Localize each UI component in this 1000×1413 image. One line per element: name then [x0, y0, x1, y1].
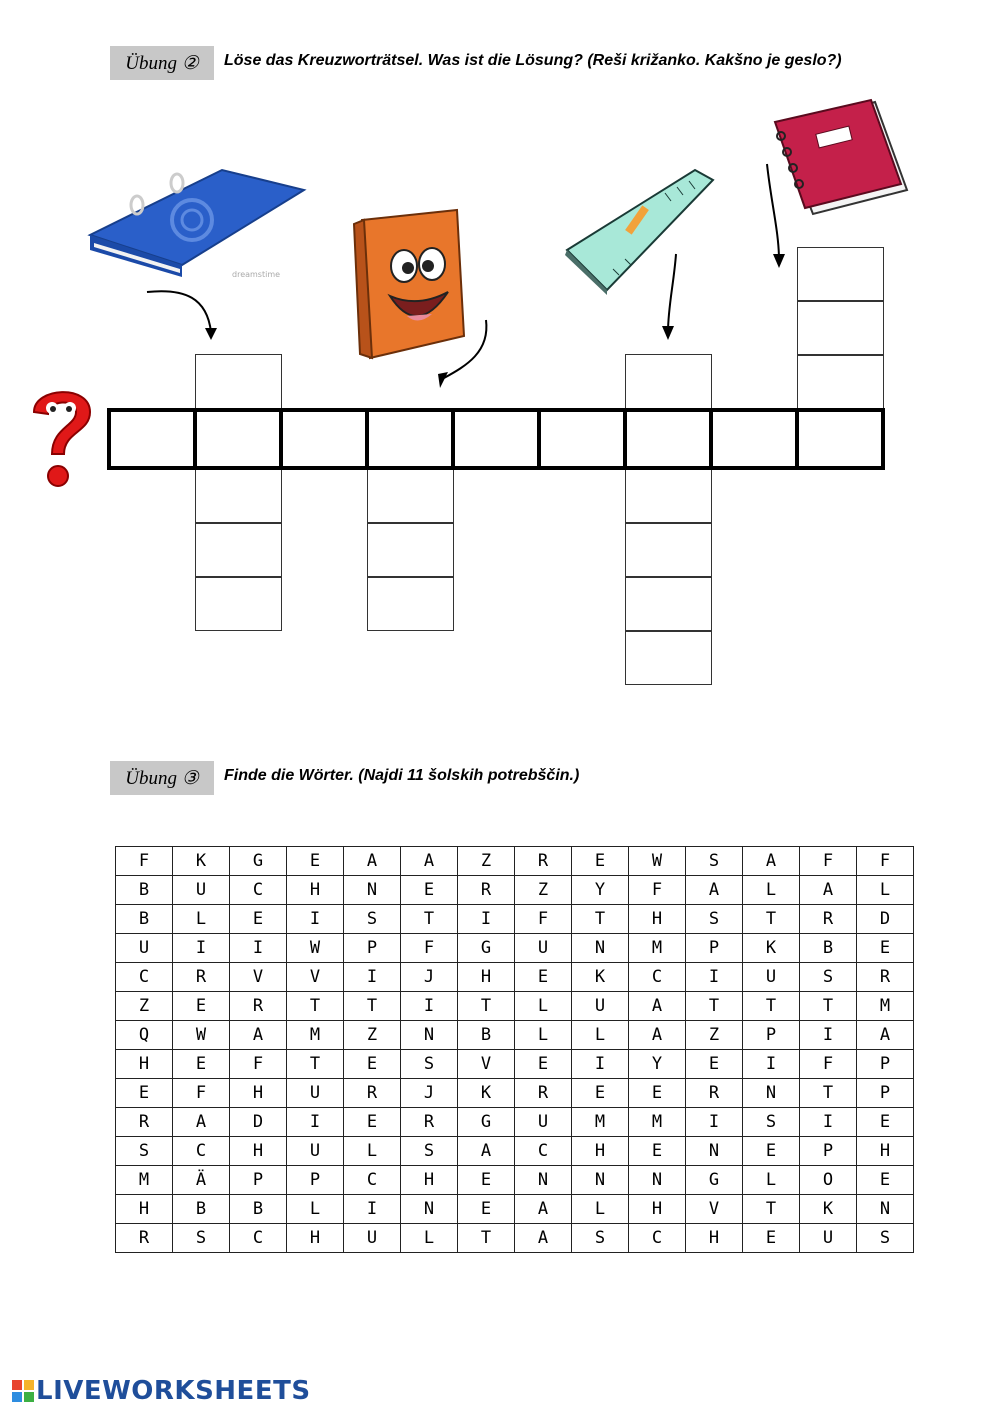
- word-search-cell[interactable]: R: [515, 847, 572, 876]
- liveworksheets-logo: [12, 1376, 311, 1406]
- word-search-cell[interactable]: I: [344, 963, 401, 992]
- word-search-cell[interactable]: E: [629, 1079, 686, 1108]
- word-search-cell[interactable]: T: [743, 1195, 800, 1224]
- word-search-cell[interactable]: H: [686, 1224, 743, 1253]
- word-search-cell[interactable]: B: [116, 876, 173, 905]
- word-search-cell[interactable]: E: [230, 905, 287, 934]
- word-search-cell[interactable]: B: [173, 1195, 230, 1224]
- word-search-cell[interactable]: W: [287, 934, 344, 963]
- word-search-cell[interactable]: S: [572, 1224, 629, 1253]
- word-search-cell[interactable]: B: [116, 905, 173, 934]
- word-search-cell[interactable]: E: [629, 1137, 686, 1166]
- notebook-arrow: [763, 162, 793, 272]
- word-search-cell[interactable]: E: [458, 1195, 515, 1224]
- word-search-cell[interactable]: R: [230, 992, 287, 1021]
- word-search-cell[interactable]: D: [230, 1108, 287, 1137]
- word-search-cell[interactable]: L: [287, 1195, 344, 1224]
- word-search-cell[interactable]: N: [629, 1166, 686, 1195]
- word-search-cell[interactable]: L: [743, 1166, 800, 1195]
- word-search-cell[interactable]: I: [800, 1021, 857, 1050]
- word-search-cell[interactable]: Y: [629, 1050, 686, 1079]
- solution-cell[interactable]: [197, 412, 283, 466]
- word-search-cell[interactable]: Z: [344, 1021, 401, 1050]
- word-search-cell[interactable]: K: [173, 847, 230, 876]
- word-search-cell[interactable]: J: [401, 1079, 458, 1108]
- word-search-cell[interactable]: U: [743, 963, 800, 992]
- word-search-cell[interactable]: C: [629, 963, 686, 992]
- word-search-cell[interactable]: C: [629, 1224, 686, 1253]
- word-search-cell[interactable]: S: [800, 963, 857, 992]
- word-search-row: [116, 1021, 914, 1050]
- word-search-cell[interactable]: L: [572, 1021, 629, 1050]
- word-search-cell[interactable]: L: [743, 876, 800, 905]
- word-search-cell[interactable]: Ä: [173, 1166, 230, 1195]
- word-search-cell[interactable]: B: [800, 934, 857, 963]
- word-search-cell[interactable]: T: [458, 1224, 515, 1253]
- word-search-cell[interactable]: A: [344, 847, 401, 876]
- word-search-cell[interactable]: J: [401, 963, 458, 992]
- word-search-row: [116, 1166, 914, 1195]
- word-search-cell[interactable]: U: [116, 934, 173, 963]
- word-search-cell[interactable]: R: [800, 905, 857, 934]
- word-search-grid: [115, 846, 914, 1253]
- crossword-cell[interactable]: [625, 469, 712, 523]
- word-search-cell[interactable]: F: [401, 934, 458, 963]
- word-search-cell[interactable]: F: [800, 1050, 857, 1079]
- word-search-cell[interactable]: I: [230, 934, 287, 963]
- word-search-cell[interactable]: C: [116, 963, 173, 992]
- word-search-cell[interactable]: K: [743, 934, 800, 963]
- word-search-cell[interactable]: F: [515, 905, 572, 934]
- crossword-cell[interactable]: [797, 301, 884, 355]
- word-search-cell[interactable]: H: [116, 1195, 173, 1224]
- word-search-cell[interactable]: F: [857, 847, 914, 876]
- word-search-cell[interactable]: B: [458, 1021, 515, 1050]
- word-search-cell[interactable]: A: [800, 876, 857, 905]
- word-search-cell[interactable]: S: [173, 1224, 230, 1253]
- word-search-cell[interactable]: E: [401, 876, 458, 905]
- solution-cell[interactable]: [369, 412, 455, 466]
- word-search-cell[interactable]: S: [686, 905, 743, 934]
- word-search-cell[interactable]: T: [800, 1079, 857, 1108]
- crossword-cell[interactable]: [797, 355, 884, 409]
- word-search-cell[interactable]: H: [230, 1137, 287, 1166]
- binder-arrow: [145, 288, 225, 343]
- solution-cell[interactable]: [799, 412, 881, 466]
- word-search-cell[interactable]: R: [401, 1108, 458, 1137]
- solution-cell[interactable]: [455, 412, 541, 466]
- word-search-cell[interactable]: A: [743, 847, 800, 876]
- crossword-cell[interactable]: [625, 577, 712, 631]
- word-search-cell[interactable]: E: [572, 847, 629, 876]
- word-search-cell[interactable]: V: [686, 1195, 743, 1224]
- word-search-cell[interactable]: V: [230, 963, 287, 992]
- word-search-cell[interactable]: S: [344, 905, 401, 934]
- word-search-cell[interactable]: I: [401, 992, 458, 1021]
- word-search-cell[interactable]: B: [230, 1195, 287, 1224]
- word-search-cell[interactable]: R: [458, 876, 515, 905]
- word-search-cell[interactable]: T: [743, 992, 800, 1021]
- word-search-cell[interactable]: A: [458, 1137, 515, 1166]
- word-search-row: [116, 963, 914, 992]
- word-search-row: [116, 992, 914, 1021]
- word-search-cell[interactable]: E: [515, 1050, 572, 1079]
- word-search-cell[interactable]: L: [572, 1195, 629, 1224]
- word-search-cell[interactable]: M: [287, 1021, 344, 1050]
- word-search-cell[interactable]: L: [857, 876, 914, 905]
- word-search-cell[interactable]: G: [230, 847, 287, 876]
- word-search-cell[interactable]: F: [230, 1050, 287, 1079]
- word-search-cell[interactable]: A: [629, 1021, 686, 1050]
- word-search-cell[interactable]: H: [629, 1195, 686, 1224]
- word-search-cell[interactable]: F: [629, 876, 686, 905]
- word-search-cell[interactable]: A: [629, 992, 686, 1021]
- solution-cell[interactable]: [283, 412, 369, 466]
- word-search-cell[interactable]: A: [401, 847, 458, 876]
- word-search-cell[interactable]: K: [800, 1195, 857, 1224]
- crossword-cell[interactable]: [797, 247, 884, 301]
- word-search-cell[interactable]: M: [629, 1108, 686, 1137]
- exercise-2-label: Übung ②: [110, 46, 214, 80]
- word-search-cell[interactable]: H: [629, 905, 686, 934]
- word-search-cell[interactable]: A: [230, 1021, 287, 1050]
- word-search-cell[interactable]: O: [800, 1166, 857, 1195]
- word-search-cell[interactable]: S: [401, 1050, 458, 1079]
- word-search-cell[interactable]: C: [230, 876, 287, 905]
- word-search-cell[interactable]: U: [344, 1224, 401, 1253]
- word-search-cell[interactable]: H: [857, 1137, 914, 1166]
- word-search-row: [116, 847, 914, 876]
- word-search-cell[interactable]: N: [515, 1166, 572, 1195]
- word-search-cell[interactable]: S: [743, 1108, 800, 1137]
- exercise-2-instruction: Löse das Kreuzworträtsel. Was ist die Lösung? (Reši križanko. Kakšno je geslo?): [224, 52, 842, 69]
- word-search-row: [116, 934, 914, 963]
- word-search-cell[interactable]: T: [401, 905, 458, 934]
- word-search-cell[interactable]: E: [743, 1137, 800, 1166]
- word-search-cell[interactable]: Z: [116, 992, 173, 1021]
- word-search-cell[interactable]: R: [173, 963, 230, 992]
- word-search-cell[interactable]: A: [857, 1021, 914, 1050]
- word-search-cell[interactable]: L: [401, 1224, 458, 1253]
- word-search-cell[interactable]: G: [458, 1108, 515, 1137]
- word-search-cell[interactable]: P: [230, 1166, 287, 1195]
- word-search-cell[interactable]: E: [857, 1166, 914, 1195]
- word-search-cell[interactable]: C: [230, 1224, 287, 1253]
- word-search-cell[interactable]: I: [173, 934, 230, 963]
- word-search-cell[interactable]: K: [458, 1079, 515, 1108]
- word-search-cell[interactable]: S: [857, 1224, 914, 1253]
- crossword-cell[interactable]: [195, 469, 282, 523]
- word-search-cell[interactable]: I: [686, 1108, 743, 1137]
- word-search-cell[interactable]: I: [800, 1108, 857, 1137]
- word-search-cell[interactable]: E: [857, 934, 914, 963]
- crossword-cell[interactable]: [367, 577, 454, 631]
- word-search-cell[interactable]: T: [287, 1050, 344, 1079]
- word-search-cell[interactable]: M: [857, 992, 914, 1021]
- crossword-cell[interactable]: [625, 631, 712, 685]
- word-search-cell[interactable]: Z: [458, 847, 515, 876]
- word-search-cell[interactable]: Q: [116, 1021, 173, 1050]
- word-search-cell[interactable]: E: [344, 1050, 401, 1079]
- book-arrow: [436, 318, 496, 393]
- word-search-cell[interactable]: M: [629, 934, 686, 963]
- word-search-cell[interactable]: R: [116, 1224, 173, 1253]
- crossword-cell[interactable]: [195, 354, 282, 409]
- word-search-cell[interactable]: E: [857, 1108, 914, 1137]
- word-search-cell[interactable]: E: [344, 1108, 401, 1137]
- word-search-cell[interactable]: G: [458, 934, 515, 963]
- word-search-cell[interactable]: F: [800, 847, 857, 876]
- word-search-cell[interactable]: W: [173, 1021, 230, 1050]
- word-search-cell[interactable]: L: [515, 1021, 572, 1050]
- word-search-cell[interactable]: C: [515, 1137, 572, 1166]
- word-search-cell[interactable]: W: [629, 847, 686, 876]
- word-search-cell[interactable]: Z: [686, 1021, 743, 1050]
- word-search-cell[interactable]: H: [287, 876, 344, 905]
- word-search-row: [116, 1050, 914, 1079]
- word-search-cell[interactable]: U: [800, 1224, 857, 1253]
- word-search-cell[interactable]: R: [515, 1079, 572, 1108]
- word-search-row: [116, 1137, 914, 1166]
- word-search-cell[interactable]: P: [800, 1137, 857, 1166]
- word-search-cell[interactable]: H: [458, 963, 515, 992]
- word-search-cell[interactable]: F: [173, 1079, 230, 1108]
- word-search-cell[interactable]: H: [401, 1166, 458, 1195]
- word-search-cell[interactable]: N: [572, 934, 629, 963]
- svg-text:dreamstime: dreamstime: [232, 270, 281, 279]
- word-search-cell[interactable]: D: [857, 905, 914, 934]
- word-search-cell[interactable]: Z: [515, 876, 572, 905]
- word-search-cell[interactable]: T: [458, 992, 515, 1021]
- word-search-cell[interactable]: E: [743, 1224, 800, 1253]
- word-search-cell[interactable]: T: [287, 992, 344, 1021]
- word-search-cell[interactable]: T: [800, 992, 857, 1021]
- solution-cell[interactable]: [111, 412, 197, 466]
- word-search-cell[interactable]: H: [287, 1224, 344, 1253]
- word-search-cell[interactable]: V: [287, 963, 344, 992]
- word-search-cell[interactable]: S: [401, 1137, 458, 1166]
- exercise-3-label: Übung ③: [110, 761, 214, 795]
- question-mark-icon: [24, 382, 100, 492]
- word-search-cell[interactable]: E: [173, 992, 230, 1021]
- solution-cell[interactable]: [627, 412, 713, 466]
- crossword-cell[interactable]: [367, 469, 454, 523]
- word-search-row: [116, 1224, 914, 1253]
- word-search-cell[interactable]: I: [344, 1195, 401, 1224]
- liveworksheets-logo-icon: [12, 1380, 34, 1402]
- word-search-cell[interactable]: I: [287, 905, 344, 934]
- word-search-cell[interactable]: E: [515, 963, 572, 992]
- word-search-cell[interactable]: E: [572, 1079, 629, 1108]
- word-search-cell[interactable]: H: [116, 1050, 173, 1079]
- word-search-cell[interactable]: N: [686, 1137, 743, 1166]
- word-search-cell[interactable]: H: [572, 1137, 629, 1166]
- binder-picture: [82, 165, 307, 280]
- word-search-cell[interactable]: E: [458, 1166, 515, 1195]
- word-search-cell[interactable]: N: [857, 1195, 914, 1224]
- word-search-cell[interactable]: C: [173, 1137, 230, 1166]
- word-search-cell[interactable]: P: [857, 1050, 914, 1079]
- word-search-cell[interactable]: N: [572, 1166, 629, 1195]
- word-search-cell[interactable]: U: [287, 1079, 344, 1108]
- word-search-row: [116, 1195, 914, 1224]
- word-search-cell[interactable]: R: [116, 1108, 173, 1137]
- word-search-cell[interactable]: C: [344, 1166, 401, 1195]
- word-search-cell[interactable]: U: [287, 1137, 344, 1166]
- word-search-row: [116, 905, 914, 934]
- ruler-arrow: [658, 252, 682, 342]
- crossword-cell[interactable]: [625, 354, 712, 409]
- word-search-cell[interactable]: P: [743, 1021, 800, 1050]
- word-search-row: [116, 1079, 914, 1108]
- word-search-cell[interactable]: S: [686, 847, 743, 876]
- word-search-cell[interactable]: S: [116, 1137, 173, 1166]
- word-search-cell[interactable]: T: [344, 992, 401, 1021]
- word-search-cell[interactable]: P: [857, 1079, 914, 1108]
- word-search-cell[interactable]: H: [230, 1079, 287, 1108]
- crossword-cell[interactable]: [195, 523, 282, 577]
- word-search-cell[interactable]: A: [686, 876, 743, 905]
- word-search-cell[interactable]: U: [515, 934, 572, 963]
- word-search-cell[interactable]: U: [515, 1108, 572, 1137]
- word-search-cell[interactable]: P: [344, 934, 401, 963]
- word-search-cell[interactable]: U: [572, 992, 629, 1021]
- word-search-cell[interactable]: M: [116, 1166, 173, 1195]
- word-search-cell[interactable]: G: [686, 1166, 743, 1195]
- word-search-cell[interactable]: A: [515, 1195, 572, 1224]
- word-search-cell[interactable]: Y: [572, 876, 629, 905]
- word-search-cell[interactable]: N: [401, 1021, 458, 1050]
- word-search-cell[interactable]: E: [116, 1079, 173, 1108]
- word-search-cell[interactable]: T: [572, 905, 629, 934]
- word-search-cell[interactable]: I: [458, 905, 515, 934]
- crossword-cell[interactable]: [625, 523, 712, 577]
- crossword-cell[interactable]: [195, 577, 282, 631]
- solution-cell[interactable]: [713, 412, 799, 466]
- word-search-cell[interactable]: R: [857, 963, 914, 992]
- logo-text: LIVEWORKSHEETS: [36, 1376, 311, 1406]
- word-search-cell[interactable]: I: [287, 1108, 344, 1137]
- word-search-row: [116, 876, 914, 905]
- word-search-cell[interactable]: N: [401, 1195, 458, 1224]
- crossword-cell[interactable]: [367, 523, 454, 577]
- word-search-cell[interactable]: V: [458, 1050, 515, 1079]
- exercise-3-instruction: Finde die Wörter. (Najdi 11 šolskih potrebščin.): [224, 767, 580, 784]
- word-search-cell[interactable]: U: [173, 876, 230, 905]
- word-search-cell[interactable]: N: [743, 1079, 800, 1108]
- word-search-cell[interactable]: I: [686, 963, 743, 992]
- word-search-cell[interactable]: E: [173, 1050, 230, 1079]
- word-search-cell[interactable]: A: [515, 1224, 572, 1253]
- word-search-cell[interactable]: T: [686, 992, 743, 1021]
- word-search-cell[interactable]: I: [572, 1050, 629, 1079]
- word-search-cell[interactable]: K: [572, 963, 629, 992]
- ruler-picture: [565, 165, 715, 295]
- word-search-cell[interactable]: E: [287, 847, 344, 876]
- word-search-cell[interactable]: N: [344, 876, 401, 905]
- word-search-cell[interactable]: L: [173, 905, 230, 934]
- word-search-cell[interactable]: E: [686, 1050, 743, 1079]
- word-search-cell[interactable]: L: [515, 992, 572, 1021]
- word-search-cell[interactable]: M: [572, 1108, 629, 1137]
- word-search-cell[interactable]: P: [686, 934, 743, 963]
- word-search-cell[interactable]: R: [344, 1079, 401, 1108]
- word-search-cell[interactable]: L: [344, 1137, 401, 1166]
- word-search-cell[interactable]: R: [686, 1079, 743, 1108]
- word-search-cell[interactable]: F: [116, 847, 173, 876]
- word-search-cell[interactable]: T: [743, 905, 800, 934]
- word-search-cell[interactable]: I: [743, 1050, 800, 1079]
- word-search-row: [116, 1108, 914, 1137]
- solution-cell[interactable]: [541, 412, 627, 466]
- word-search-cell[interactable]: A: [173, 1108, 230, 1137]
- word-search-cell[interactable]: P: [287, 1166, 344, 1195]
